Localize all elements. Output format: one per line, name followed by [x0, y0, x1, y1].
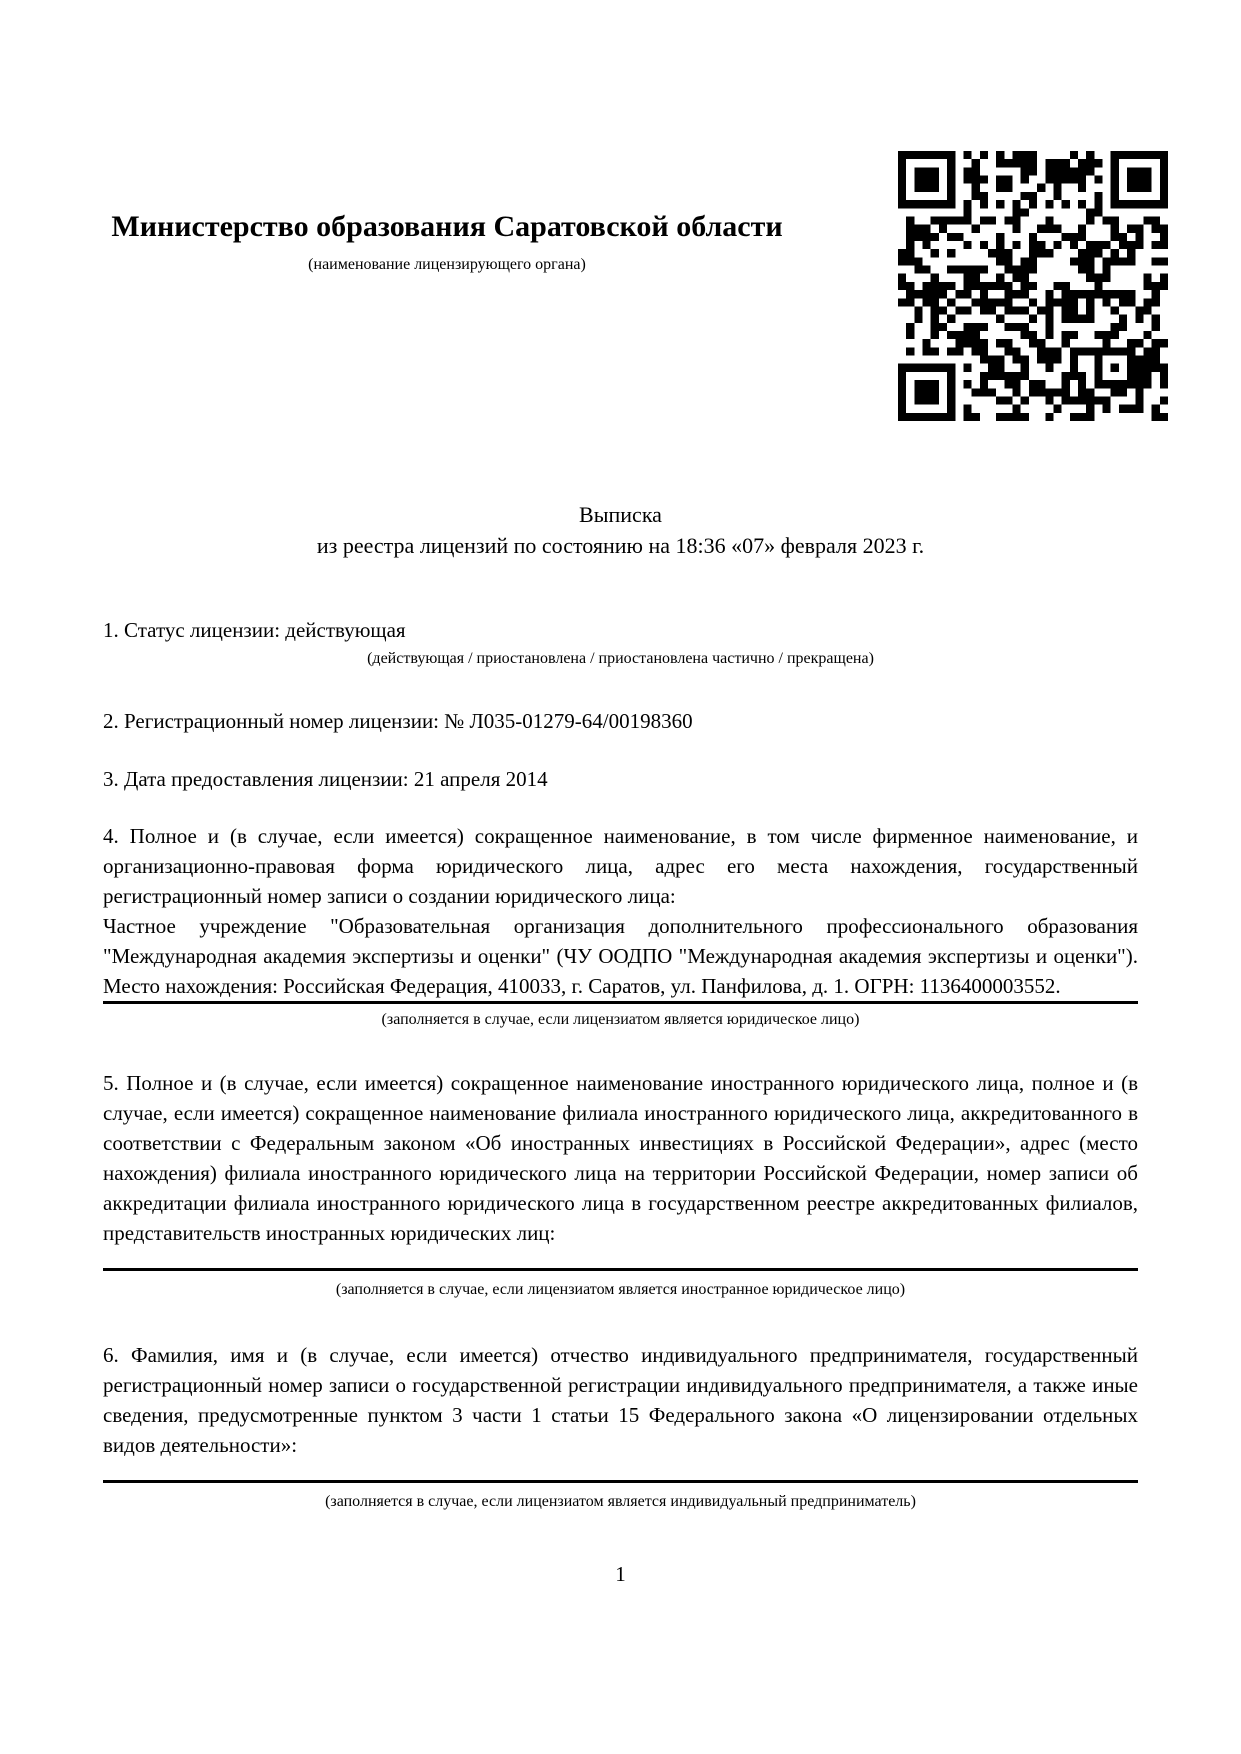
- licensing-authority-caption: (наименование лицензирующего органа): [308, 256, 586, 273]
- document-heading: [103, 499, 1138, 561]
- item-registration-number: 2. Регистрационный номер лицензии: № Л035-01279-64/00198360: [103, 709, 693, 733]
- licensing-authority-block: [103, 205, 791, 275]
- item-license-status-caption: (действующая / приостановлена / приостановлена частично / прекращена): [367, 650, 874, 667]
- licensing-authority-name: Министерство образования Саратовской области: [111, 210, 783, 243]
- item-foreign-entity-block: [103, 1068, 1138, 1271]
- fill-in-rule-individual: [103, 1460, 1138, 1483]
- item-individual-text: 6. Фамилия, имя и (в случае, если имеется) отчество индивидуального предпринимателя, государственный регистрационный номер записи о государственной регистрации индивидуального предпринимателя, а также иные сведения, предусмотренные пунктом 3 части 1 статьи 15 Федерального закона «О лицензировании отдельных видов деятельности»:: [103, 1343, 1138, 1457]
- item-legal-entity-text: 4. Полное и (в случае, если имеется) сокращенное наименование, в том числе фирменное наименование, и организационно-правовая форма юридического лица, адрес его места нахождения, государственный регистрационный номер записи о создании юридического лица:: [103, 824, 1138, 908]
- item-foreign-entity-caption: (заполняется в случае, если лицензиатом является иностранное юридическое лицо): [335, 1281, 906, 1298]
- qr-code: [898, 150, 1168, 422]
- item-grant-date: 3. Дата предоставления лицензии: 21 апреля 2014: [103, 767, 548, 791]
- item-legal-entity-value: Частное учреждение "Образовательная организация дополнительного профессионального образования "Международная академия экспертизы и оценки" (ЧУ ООДПО "Международная академия экспертизы и оценки"). Место нахождения: Российская Федерация, 410033, г. Саратов, ул. Панфилова, д. 1. ОГРН: 1136400003552.: [103, 914, 1138, 998]
- document-subtitle: из реестра лицензий по состоянию на 18:36 «07» февраля 2023 г.: [316, 533, 925, 558]
- item-license-status: 1. Статус лицензии: действующая: [103, 618, 406, 642]
- item-legal-entity-caption: (заполняется в случае, если лицензиатом является юридическое лицо): [381, 1011, 860, 1028]
- item-individual-block: [103, 1340, 1138, 1483]
- fill-in-rule-foreign-entity: [103, 1248, 1138, 1271]
- item-foreign-entity-text: 5. Полное и (в случае, если имеется) сокращенное наименование иностранного юридического лица, полное и (в случае, если имеется) сокращенное наименование филиала иностранного юридического лица, аккредитованного в соответствии с Федеральным законом «Об иностранных инвестициях в Российской Федерации», адрес (место нахождения) филиала иностранного юридического лица на территории Российской Федерации, номер записи об аккредитации филиала иностранного юридического лица в государственном реестре аккредитованных филиалов, представительств иностранных юридических лиц:: [103, 1071, 1138, 1245]
- document-title: Выписка: [579, 502, 662, 527]
- item-individual-caption: (заполняется в случае, если лицензиатом является индивидуальный предприниматель): [325, 1493, 916, 1510]
- page-number: 1: [615, 1562, 626, 1586]
- item-legal-entity-block: [103, 821, 1138, 1004]
